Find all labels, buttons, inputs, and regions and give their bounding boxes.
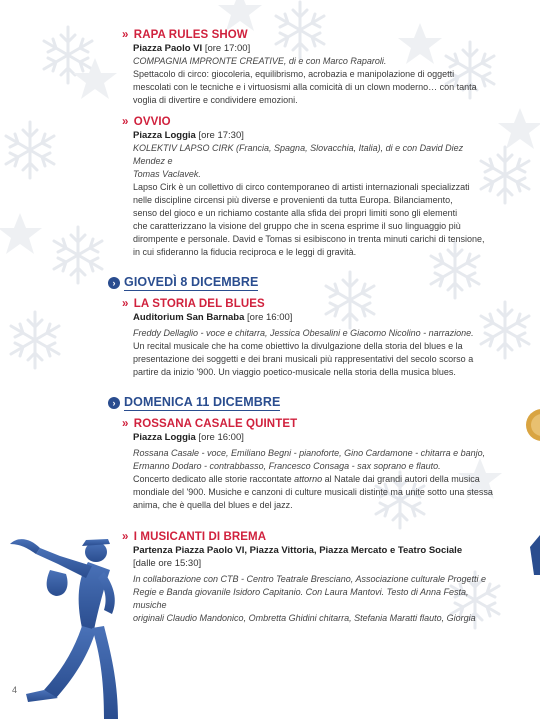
event-place: Piazza Loggia [ore 17:30]	[133, 130, 244, 141]
star-icon	[0, 213, 42, 254]
snowflake-icon	[11, 312, 59, 368]
event-place: Auditorium San Barnaba [ore 16:00]	[133, 312, 293, 323]
event-credit: KOLEKTIV LAPSO CIRK (Francia, Spagna, Slovacchia, Italia), di e con David Diez Mendez e Tomas Vaclavek.	[133, 143, 464, 179]
event-musicanti-di-brema	[122, 530, 494, 625]
event-description: Concerto dedicato alle storie raccontate attorno al Natale dai grandi autori della musica mondiale del '900. Musiche e canzoni di culture musicali distinte ma unite sotto una stessa anima, che è quella del blues e del jazz.	[133, 474, 493, 510]
event-description: Spettacolo di circo: giocoleria, equilibrismo, acrobazia e manipolazione di oggetti mescolati con le tecniche e i virtuosismi alla comicità di un clown moderno… con tanta voglia di divertire e condividere emozioni.	[133, 69, 477, 105]
event-place: Piazza Loggia [ore 16:00]	[133, 432, 244, 443]
double-chevron-icon: »	[122, 298, 129, 310]
event-time: [ore 17:30]	[198, 130, 244, 141]
double-chevron-icon: »	[122, 116, 129, 128]
event-credit: COMPAGNIA IMPRONTE CREATIVE, di e con Marco Raparoli.	[133, 56, 387, 66]
snowflake-icon	[6, 122, 54, 178]
day-label: DOMENICA 11 DICEMBRE	[124, 395, 281, 409]
double-chevron-icon: »	[122, 418, 129, 430]
event-time: [ore 17:00]	[204, 43, 251, 54]
event-listing	[112, 28, 494, 625]
event-title: » OVVIO	[122, 116, 171, 128]
event-description: Un recital musicale che ha come obiettivo la divulgazione della storia del blues e la presentazione dei soggetti e dei brani musicali più rappresentativi del secolo scorso a partire da inizio '900. Un viaggio poetico-musicale nella storia della musica blues.	[133, 341, 474, 377]
event-title: » ROSSANA CASALE QUINTET	[122, 418, 298, 430]
chevron-right-circle-icon: ›	[108, 397, 120, 409]
double-chevron-icon: »	[122, 531, 129, 543]
event-place: Partenza Piazza Paolo VI, Piazza Vittoria, Piazza Mercato e Teatro Sociale	[133, 545, 463, 556]
event-credit: Rossana Casale - voce, Emiliano Begni - pianoforte, Gino Cardamone - chitarra e banjo, Ermanno Dodaro - contrabbasso, Francesco Consaga - sax soprano e flauto.	[133, 448, 486, 471]
figure-edge-decoration	[526, 535, 540, 575]
chevron-right-circle-icon: ›	[108, 277, 120, 289]
event-title: » LA STORIA DEL BLUES	[122, 298, 265, 310]
double-chevron-icon: »	[122, 29, 129, 41]
event-rossana-casale-quintet	[122, 417, 494, 512]
day-heading-giovedi	[108, 275, 494, 291]
event-credit: Freddy Dellaglio - voce e chitarra, Jessica Obesalini e Giacomo Nicolino - narrazione.	[133, 328, 474, 338]
event-time: [ore 16:00]	[247, 312, 293, 323]
event-title: » I MUSICANTI DI BREMA	[122, 531, 267, 543]
event-ovvio	[122, 115, 494, 259]
event-credit: In collaborazione con CTB - Centro Teatrale Bresciano, Associazione culturale Progetti e Regie e Banda giovanile Isidoro Capitanio. Con Laura Mantovi. Testo di Anna Festa, musiche originali Claudio Mandonico, Ombretta Ghidini chitarra, Stefania Maratti flauto, Giorgia	[133, 574, 487, 623]
ornament-decoration	[520, 395, 540, 455]
day-heading-domenica	[108, 395, 494, 411]
event-time: [ore 16:00]	[198, 432, 244, 443]
event-place: Piazza Paolo VI [ore 17:00]	[133, 43, 251, 54]
star-icon	[218, 0, 262, 31]
snowflake-icon	[54, 227, 102, 283]
star-icon	[498, 108, 540, 149]
day-label: GIOVEDÌ 8 DICEMBRE	[124, 275, 259, 289]
event-description: Lapso Cirk è un collettivo di circo contemporaneo di artisti internazionali specializzati nelle discipline circensi più diverse e provenienti da tutta Europa. Bilanciamento, senso del gioco e un richiamo costante alla sfida dei propri limiti sono gli elementi che caratterizzano la visione del gruppo che in scena esprime il suo linguaggio più dirompente e personale. David e Tomas si esibiscono in trenta minuti carichi di tensione, in cui sfideranno la fiducia reciproca e le leggi di gravità.	[133, 182, 485, 257]
event-rapa-rules-show	[122, 28, 494, 107]
event-storia-del-blues	[122, 297, 494, 379]
event-time: [dalle ore 15:30]	[133, 558, 202, 569]
event-title: » RAPA RULES SHOW	[122, 29, 248, 41]
page-number: 4	[12, 685, 18, 695]
